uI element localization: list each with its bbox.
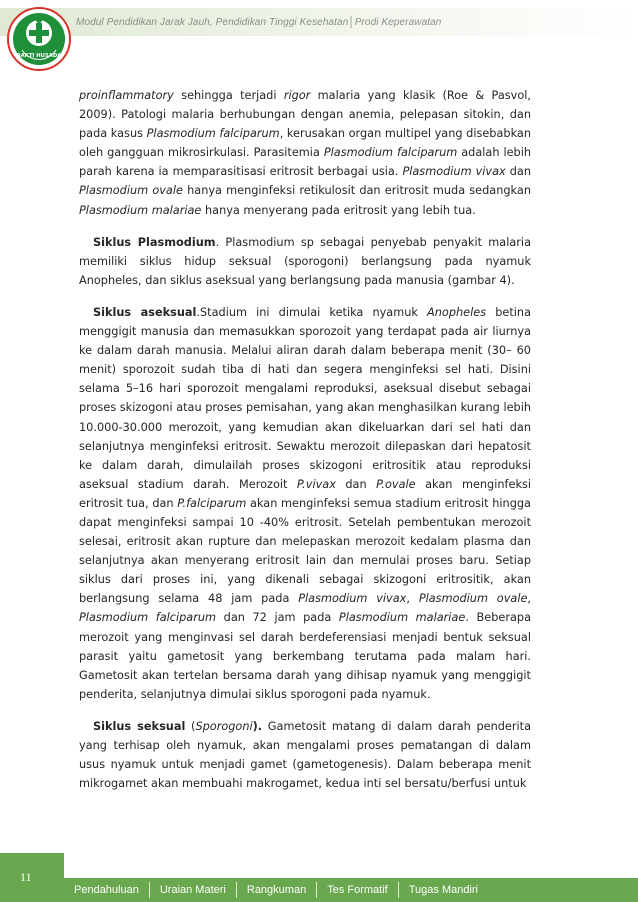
text-segment: (	[185, 719, 196, 733]
logo-text: BAKTI HUSADA	[16, 53, 62, 59]
text-segment: Gametosit matang di dalam darah penderita yang terhisap oleh nyamuk, akan mengalami proses pematangan di dalam usus nyamuk untuk menjadi gamet (gametogenesis). Dalam beberapa menit mikrogamet akan membuahi makrogamet, kedua inti sel bersatu/berfusi untuk	[79, 719, 531, 791]
text-segment: ,	[406, 592, 419, 606]
term-species: Plasmodium falciparum	[323, 146, 458, 160]
term-proinflammatory: proinflammatory	[79, 89, 174, 102]
term-species: P.vivax	[296, 477, 336, 491]
term-species: P.ovale	[376, 477, 416, 491]
term-species: Plasmodium falciparum	[79, 611, 217, 625]
tab-uraian-materi[interactable]: Uraian Materi	[150, 882, 237, 898]
paragraph-pathology	[79, 86, 531, 220]
header-title: Modul Pendidikan Jarak Jauh, Pendidikan Tinggi Kesehatan	[76, 17, 349, 28]
text-segment: malaria yang klasik (Roe & Pasvol, 2009). Patologi malaria berhubungan dengan anemia, pelepasan sitokin, dan pada kasus	[79, 89, 531, 141]
header-divider: │	[348, 17, 355, 28]
text-segment: akan menginfeksi semua stadium eritrosit hingga dapat menginfeksi sampai 10 -40% eritrosit. Setelah pembentukan merozoit selesai, eritrosit akan rupture dan melepaskan merozoit kedalam plasma dan selanjutnya akan menyerang eritrosit lain dan memulai proses baru. Setiap siklus dari proses ini, yang dikenali sebagai skizogoni eritrositik, akan berlangsung selama 48 jam pada	[79, 496, 531, 606]
term-species: P.falciparum	[177, 496, 247, 510]
paragraph-siklus-seksual	[79, 717, 531, 793]
paragraph-siklus-plasmodium	[79, 233, 531, 290]
page-number: 11	[20, 870, 32, 884]
text-segment: hanya menginfeksi retikulosit dan eritrosit muda sedangkan	[182, 184, 531, 198]
tab-tes-formatif[interactable]: Tes Formatif	[317, 882, 399, 898]
text-segment: sehingga terjadi	[173, 89, 284, 102]
bakti-husada-logo	[6, 6, 72, 72]
term-species: Plasmodium ovale	[418, 592, 528, 606]
text-segment: .Stadium ini dimulai ketika nyamuk	[196, 305, 428, 319]
text-segment: ,	[527, 592, 532, 606]
paragraph-siklus-aseksual	[79, 303, 531, 704]
text-segment: dan	[505, 165, 531, 179]
term-species: Plasmodium malariae	[338, 611, 466, 625]
header-title-line	[76, 17, 441, 28]
text-segment: . Plasmodium sp sebagai penyebab penyakit malaria memiliki siklus hidup seksual (sporogoni) berlangsung pada nyamuk Anopheles, dan siklus aseksual yang berlangsung pada manusia (gambar 4).	[79, 235, 531, 287]
tab-rangkuman[interactable]: Rangkuman	[237, 882, 317, 898]
text-segment: . Beberapa merozoit yang menginvasi sel darah berdeferensiasi menjadi bentuk seksual parasit yaitu gametosit yang berkembang terutama pada malam hari. Gametosit akan tertelan bersama darah yang dihisap nyamuk yang menggigit penderita, selanjutnya dimulai siklus sporogoni pada nyamuk.	[79, 611, 531, 701]
tab-tugas-mandiri[interactable]: Tugas Mandiri	[408, 884, 479, 896]
main-content	[79, 86, 531, 806]
term-species: Anopheles	[427, 305, 487, 319]
term-species: Plasmodium falciparum	[146, 127, 280, 141]
term-species: Plasmodium vivax	[402, 165, 506, 179]
text-segment: betina menggigit manusia dan memasukkan sporozoit yang terdapat pada air liurnya ke dalam darah manusia. Melalui aliran darah dalam beberapa menit (30– 60 menit) sporozoit sudah tiba di hati dan segera menginfeksi sel hati. Disini selama 5–16 hari sporozoit mengalami reproduksi, aseksual disebut sebagai proses skizogoni atau proses pemisahan, yang akan menghasilkan kurang lebih 10.000-30.000 merozoit, yang kemudian akan dikeluarkan dari sel hati dan selanjutnya menginfeksi eritrosit. Sewaktu merozoit dilepaskan dari hepatosit ke dalam darah, dimulailah proses skizogoni eritrositik atau reproduksi aseksual stadium darah. Merozoit	[79, 305, 531, 491]
term-species: Plasmodium ovale	[79, 184, 183, 198]
text-segment: dan	[335, 477, 377, 491]
term-species: Plasmodium vivax	[298, 592, 407, 606]
text-segment: , kerusakan organ multipel yang disebabkan oleh gangguan mikrosirkulasi. Parasitemia	[79, 127, 531, 160]
text-segment: adalah lebih parah karena ia memparasitisasi eritrosit berbagai usia.	[79, 146, 532, 179]
tab-pendahuluan[interactable]: Pendahuluan	[64, 882, 150, 898]
section-heading: Siklus seksual	[93, 719, 186, 733]
text-segment: akan menginfeksi eritrosit tua, dan	[79, 477, 532, 510]
page-number-box	[0, 853, 64, 902]
term-rigor: rigor	[283, 89, 311, 102]
term-sporogoni: Sporogoni	[195, 719, 253, 733]
text-segment: ).	[252, 719, 263, 733]
header-subtitle: Prodi Keperawatan	[354, 17, 442, 28]
term-species: Plasmodium malariae	[79, 203, 202, 217]
section-heading: Siklus Plasmodium	[93, 235, 216, 249]
text-segment: dan 72 jam pada	[216, 611, 339, 625]
section-heading: Siklus aseksual	[93, 305, 197, 319]
text-segment: hanya menyerang pada eritrosit yang lebih tua.	[201, 203, 476, 217]
footer-nav	[64, 878, 638, 902]
